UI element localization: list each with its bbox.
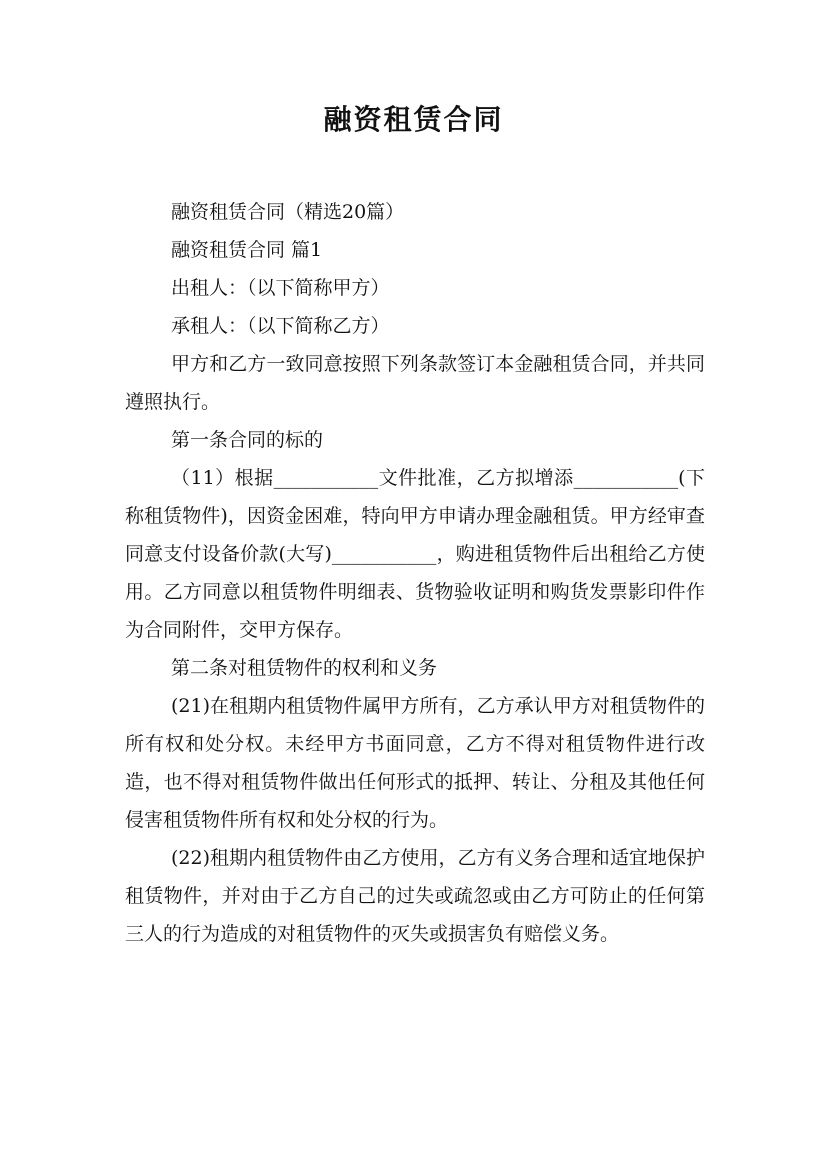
document-title: 融资租赁合同 bbox=[323, 103, 504, 136]
paragraph-lessee: 承租人：（以下简称乙方） bbox=[171, 315, 390, 337]
paragraph-article-2-heading: 第二条对租赁物件的权利和义务 bbox=[171, 657, 438, 679]
paragraph-clause-22: (22)租期内租赁物件由乙方使用，乙方有义务合理和适宜地保护租赁物件，并对由于乙方自己的过失或疏忽或由乙方可防止的任何第三人的行为造成的对租赁物件的灭失或损害负有赔偿义务。 bbox=[125, 847, 705, 945]
paragraph-section-heading: 融资租赁合同 篇1 bbox=[171, 239, 323, 261]
paragraph-subtitle: 融资租赁合同（精选20篇） bbox=[171, 201, 405, 223]
paragraph-intro: 甲方和乙方一致同意按照下列条款签订本金融租赁合同，并共同遵照执行。 bbox=[125, 353, 705, 413]
paragraph-article-1-heading: 第一条合同的标的 bbox=[171, 429, 324, 451]
paragraph-lessor: 出租人：（以下简称甲方） bbox=[171, 277, 390, 299]
document-body bbox=[125, 193, 705, 953]
paragraph-clause-21: (21)在租期内租赁物件属甲方所有，乙方承认甲方对租赁物件的所有权和处分权。未经甲方书面同意，乙方不得对租赁物件进行改造，也不得对租赁物件做出任何形式的抵押、转让、分租及其他任何侵害租赁物件所有权和处分权的行为。 bbox=[125, 695, 705, 831]
paragraph-clause-11: （11）根据___________文件批准，乙方拟增添___________(下称租赁物件)，因资金困难，特向甲方申请办理金融租赁。甲方经审查同意支付设备价款(大写)___________，购进租赁物件后出租给乙方使用。乙方同意以租赁物件明细表、货物验收证明和购货发票影印件作为合同附件，交甲方保存。 bbox=[125, 467, 705, 641]
